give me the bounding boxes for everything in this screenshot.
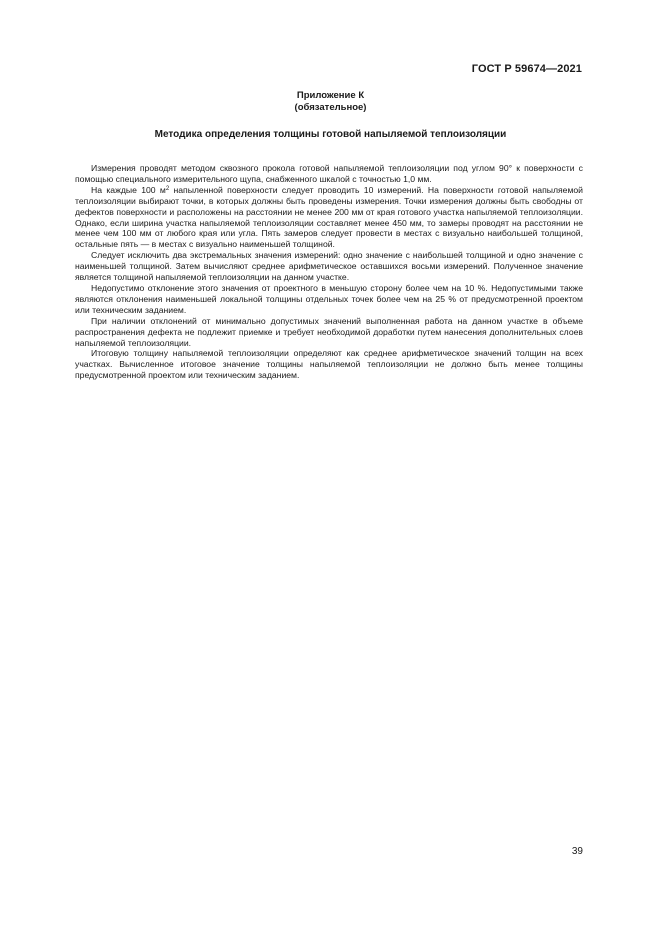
annex-heading bbox=[0, 90, 661, 114]
paragraph-6: Итоговую толщину напыляемой теплоизоляции определяют как среднее арифметическое значений толщин на всех участках. Вычисленное итоговое значение толщины напыляемой теплоизоляции не должно быть менее толщины предусмотренной проектом или техническим заданием. bbox=[75, 348, 583, 381]
paragraph-4: Недопустимо отклонение этого значения от проектного в меньшую сторону более чем на 10 %. Недопустимыми также являются отклонения наименьшей локальной толщины отдельных точек более чем на 25 % от предусмотренной проектом или техническим заданием. bbox=[75, 282, 583, 315]
annex-status: (обязательное) bbox=[294, 102, 367, 113]
paragraph-2-lead: На каждые 100 м bbox=[91, 184, 166, 195]
paragraph-2 bbox=[75, 185, 583, 250]
paragraph-1: Измерения проводят методом сквозного прокола готовой напыляемой теплоизоляции под углом 90° к поверхности с помощью специального измерительного щупа, снабженного шкалой с точностью 1,0 мм. bbox=[75, 163, 583, 184]
square-superscript: 2 bbox=[165, 185, 170, 192]
annex-label: Приложение К bbox=[296, 90, 365, 101]
paragraph-5: При наличии отклонений от минимально допустимых значений выполненная работа на данном участке в объеме распространения дефекта не подлежит приемке и требует необходимой доработки путем нанесения дополнительных слоев напыляемой теплоизоляции. bbox=[75, 315, 583, 348]
paragraph-3: Следует исключить два экстремальных значения измерений: одно значение с наибольшей толщиной и одно значение с наименьшей толщиной. Затем вычисляют среднее арифметическое оставшихся восьми измерений. Полученное значение является толщиной напыляемой теплоизоляции на данном участке. bbox=[75, 250, 583, 283]
method-title: Методика определения толщины готовой напыляемой теплоизоляции bbox=[154, 129, 507, 140]
standard-code: ГОСТ Р 59674—2021 bbox=[471, 63, 582, 75]
body-text bbox=[75, 163, 583, 381]
paragraph-2-rest: напыленной поверхности следует проводить 10 измерений. На поверхности готовой напыляемой теплоизоляции выбирают точки, в которых должны быть проведены измерения. Точки измерения должны быть свободны от дефектов поверхности и расположены на расстоянии не менее 200 мм от края готового участка напыляемой теплоизоляции. Однако, если ширина участка напыляемой теплоизоляции составляет менее 450 мм, то замеры проводят на расстоянии не менее чем 100 мм от любого края или угла. Пять замеров следует провести в местах с визуально наибольшей толщиной, остальные пять — в местах с визуально наименьшей толщиной. bbox=[75, 184, 583, 250]
page-number: 39 bbox=[571, 846, 583, 857]
